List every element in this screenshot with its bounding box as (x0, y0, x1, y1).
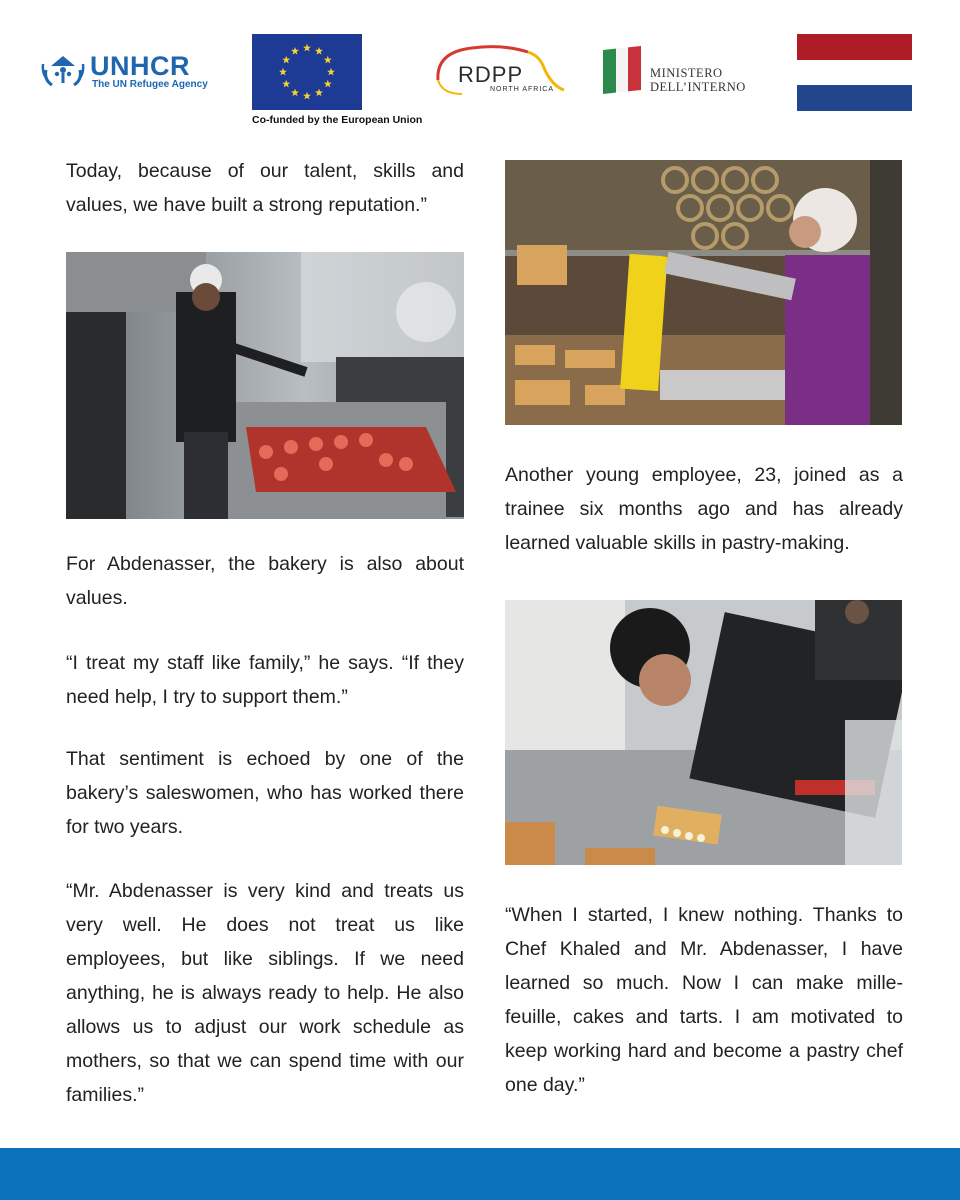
unhcr-wordmark: UNHCR (90, 51, 190, 81)
rdpp-region: NORTH AFRICA (490, 86, 554, 93)
unhcr-emblem-icon (40, 50, 86, 88)
eu-caption: Co-funded by the European Union (252, 114, 423, 126)
photo-chef-spraying-pastries (66, 252, 464, 519)
right-paragraph-trainee: Another young employee, 23, joined as a trainee six months ago and has already learned valuable skills in pastry-making. (505, 464, 903, 554)
footer-band (0, 1148, 960, 1200)
eu-flag-icon (252, 34, 362, 110)
ministero-interno-logo (600, 46, 770, 96)
photo-trainee-making-pastry (505, 600, 902, 865)
ministero-line-1: MINISTERO (650, 66, 723, 80)
left-paragraph-values: For Abdenasser, the bakery is also about values. (66, 553, 464, 609)
left-paragraph-quote-siblings: “Mr. Abdenasser is very kind and treats us very well. He does not treat us like employees, but like siblings. If we need anything, he is always ready to help. He also allows us to adjust our work schedule as mothers, so that we can spend time with our families.” (66, 880, 464, 1106)
netherlands-flag-icon (797, 34, 912, 111)
italy-flag-icon (603, 46, 641, 94)
left-paragraph-reputation: Today, because of our talent, skills and values, we have built a strong reputation.” (66, 160, 464, 216)
rdpp-wordmark: RDPP (458, 62, 524, 87)
left-paragraph-quote-family: “I treat my staff like family,” he says. “If they need help, I try to support them.” (66, 652, 464, 708)
unhcr-logo (40, 50, 210, 92)
logo-bar (0, 0, 960, 140)
ministero-text (650, 66, 746, 94)
left-paragraph-saleswoman: That sentiment is echoed by one of the bakery’s saleswomen, who has worked there for two years. (66, 748, 464, 838)
eu-cofunding-logo (252, 34, 422, 129)
photo-saleswoman-wrapping-display (505, 160, 902, 425)
right-paragraph-quote-learning: “When I started, I knew nothing. Thanks to Chef Khaled and Mr. Abdenasser, I have learned so much. Now I can make mille-feuille, cakes and tarts. I am motivated to keep working hard and become a pastry chef one day.” (505, 904, 903, 1096)
rdpp-logo (432, 42, 572, 104)
ministero-line-2: DELL’INTERNO (650, 80, 746, 94)
unhcr-tagline: The UN Refugee Agency (92, 79, 208, 90)
